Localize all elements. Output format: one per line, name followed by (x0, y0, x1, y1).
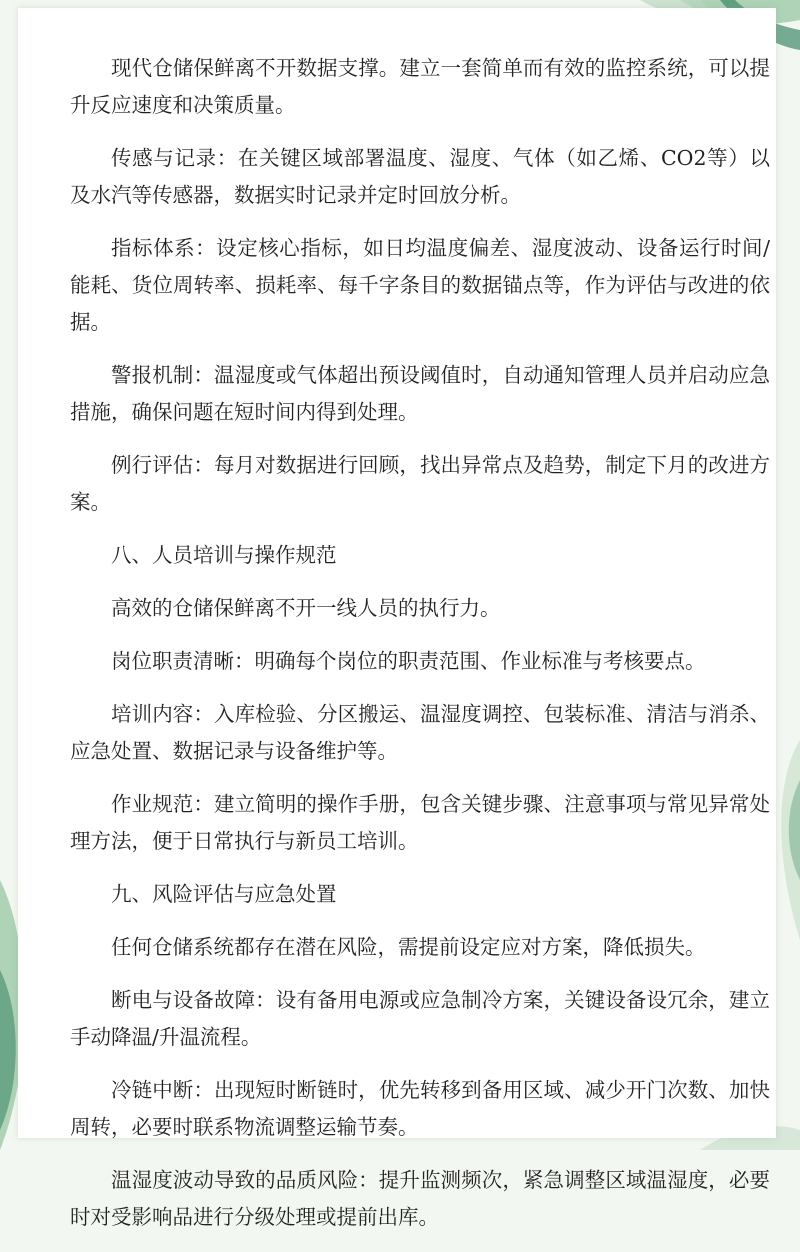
paragraph-cold-chain: 冷链中断：出现短时断链时，优先转移到备用区域、减少开门次数、加快周转，必要时联系物流调整运输节奏。 (70, 1078, 770, 1139)
paragraph-alarm-mechanism: 警报机制：温湿度或气体超出预设阈值时，自动通知管理人员并启动应急措施，确保问题在短时间内得到处理。 (70, 363, 770, 424)
paragraph-power-failure: 断电与设备故障：设有备用电源或应急制冷方案，关键设备设冗余，建立手动降温/升温流程。 (70, 988, 770, 1049)
paragraph-risk-intro: 任何仓储系统都存在潜在风险，需提前设定应对方案，降低损失。 (111, 935, 706, 959)
paragraph-staff-execution: 高效的仓储保鲜离不开一线人员的执行力。 (111, 596, 501, 620)
document-page (18, 8, 776, 1229)
paragraph-quality-risk: 温湿度波动导致的品质风险：提升监测频次，紧急调整区域温湿度，必要时对受影响品进行分级处理或提前出库。 (70, 1168, 770, 1229)
paragraph-data-support: 现代仓储保鲜离不开数据支撑。建立一套简单而有效的监控系统，可以提升反应速度和决策质量。 (70, 56, 770, 117)
paragraph-training-content: 培训内容：入库检验、分区搬运、温湿度调控、包装标准、清洁与消杀、应急处置、数据记录与设备维护等。 (70, 702, 770, 763)
paragraph-indicator-system: 指标体系：设定核心指标，如日均温度偏差、湿度波动、设备运行时间/能耗、货位周转率、损耗率、每千字条目的数据锚点等，作为评估与改进的依据。 (70, 236, 770, 334)
section-heading-8: 八、人员培训与操作规范 (111, 543, 337, 567)
paragraph-operation-standards: 作业规范：建立简明的操作手册，包含关键步骤、注意事项与常见异常处理方法，便于日常执行与新员工培训。 (70, 792, 770, 853)
paragraph-routine-evaluation: 例行评估：每月对数据进行回顾，找出异常点及趋势，制定下月的改进方案。 (70, 453, 770, 514)
section-heading-9: 九、风险评估与应急处置 (111, 882, 337, 906)
paragraph-job-responsibilities: 岗位职责清晰：明确每个岗位的职责范围、作业标准与考核要点。 (111, 649, 706, 673)
document-content (70, 50, 770, 1252)
paragraph-sensing-recording: 传感与记录：在关键区域部署温度、湿度、气体（如乙烯、CO2等）以及水汽等传感器，数据实时记录并定时回放分析。 (70, 146, 770, 207)
